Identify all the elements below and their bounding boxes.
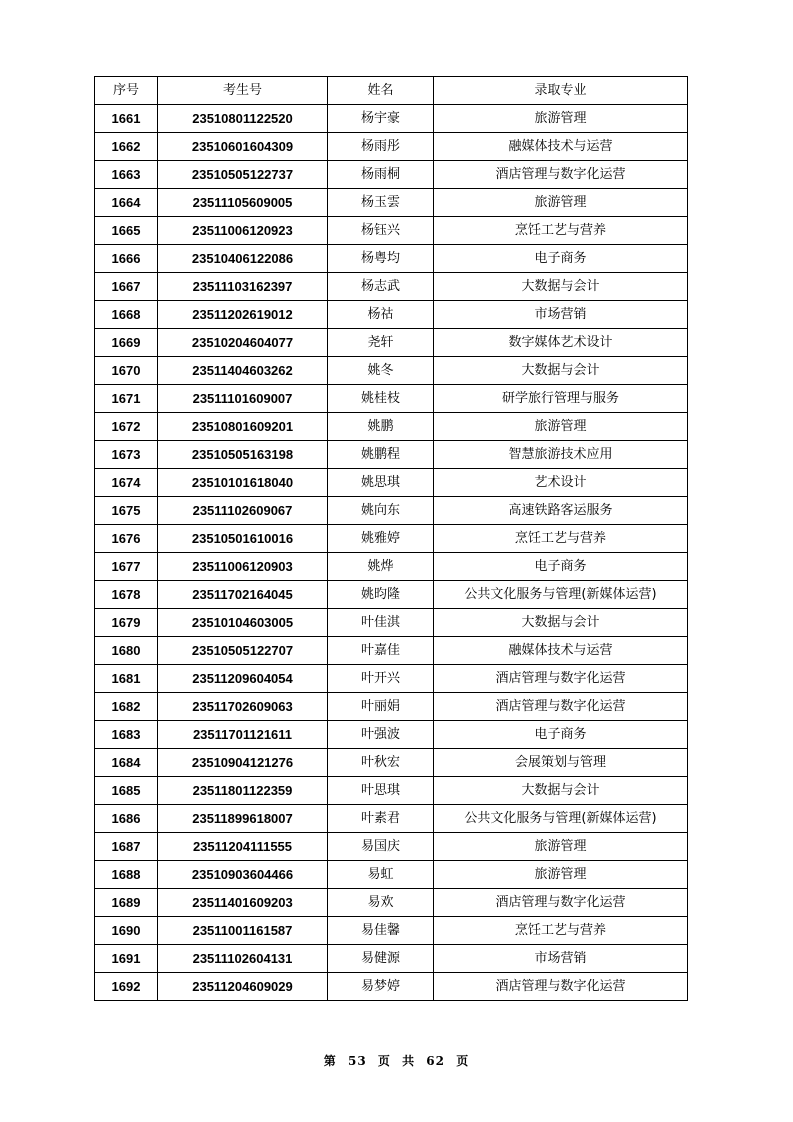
cell-exam-number: 23510101618040 (158, 469, 328, 497)
cell-major: 电子商务 (434, 721, 688, 749)
cell-major: 市场营销 (434, 301, 688, 329)
cell-name: 姚冬 (328, 357, 434, 385)
cell-serial: 1689 (95, 889, 158, 917)
cell-name: 姚思琪 (328, 469, 434, 497)
cell-exam-number: 23511204111555 (158, 833, 328, 861)
cell-major: 市场营销 (434, 945, 688, 973)
cell-exam-number: 23510406122086 (158, 245, 328, 273)
table-row (95, 245, 688, 273)
cell-major: 旅游管理 (434, 833, 688, 861)
cell-serial: 1691 (95, 945, 158, 973)
table-row (95, 217, 688, 245)
cell-exam-number: 23510801122520 (158, 105, 328, 133)
cell-name: 姚鹏程 (328, 441, 434, 469)
cell-name: 叶素君 (328, 805, 434, 833)
table-row (95, 525, 688, 553)
header-exam-number: 考生号 (158, 77, 328, 105)
cell-name: 叶秋宏 (328, 749, 434, 777)
table-row (95, 749, 688, 777)
table-row (95, 833, 688, 861)
cell-name: 杨志武 (328, 273, 434, 301)
cell-name: 姚烨 (328, 553, 434, 581)
cell-serial: 1687 (95, 833, 158, 861)
cell-name: 易佳馨 (328, 917, 434, 945)
table-row (95, 469, 688, 497)
cell-exam-number: 23510601604309 (158, 133, 328, 161)
cell-serial: 1679 (95, 609, 158, 637)
table-row (95, 273, 688, 301)
cell-exam-number: 23511001161587 (158, 917, 328, 945)
cell-name: 杨玉雲 (328, 189, 434, 217)
cell-exam-number: 23511105609005 (158, 189, 328, 217)
cell-exam-number: 23510204604077 (158, 329, 328, 357)
cell-serial: 1673 (95, 441, 158, 469)
cell-major: 酒店管理与数字化运营 (434, 889, 688, 917)
cell-name: 叶嘉佳 (328, 637, 434, 665)
table-row (95, 665, 688, 693)
cell-exam-number: 23510505122737 (158, 161, 328, 189)
cell-exam-number: 23511209604054 (158, 665, 328, 693)
cell-serial: 1685 (95, 777, 158, 805)
cell-serial: 1683 (95, 721, 158, 749)
cell-name: 姚向东 (328, 497, 434, 525)
cell-exam-number: 23511702164045 (158, 581, 328, 609)
page-footer (0, 1052, 793, 1069)
cell-major: 旅游管理 (434, 413, 688, 441)
footer-suffix: 页 (456, 1054, 470, 1068)
cell-major: 数字媒体艺术设计 (434, 329, 688, 357)
cell-serial: 1675 (95, 497, 158, 525)
cell-serial: 1682 (95, 693, 158, 721)
cell-name: 叶强波 (328, 721, 434, 749)
cell-name: 姚昀隆 (328, 581, 434, 609)
cell-major: 酒店管理与数字化运营 (434, 665, 688, 693)
cell-exam-number: 23511701121611 (158, 721, 328, 749)
cell-exam-number: 23511801122359 (158, 777, 328, 805)
table-row (95, 301, 688, 329)
cell-major: 酒店管理与数字化运营 (434, 973, 688, 1001)
cell-exam-number: 23510801609201 (158, 413, 328, 441)
cell-name: 杨宇豪 (328, 105, 434, 133)
table-row (95, 441, 688, 469)
cell-major: 旅游管理 (434, 189, 688, 217)
cell-major: 大数据与会计 (434, 273, 688, 301)
header-name: 姓名 (328, 77, 434, 105)
cell-serial: 1669 (95, 329, 158, 357)
cell-major: 大数据与会计 (434, 609, 688, 637)
cell-major: 酒店管理与数字化运营 (434, 161, 688, 189)
cell-major: 电子商务 (434, 245, 688, 273)
cell-serial: 1686 (95, 805, 158, 833)
cell-name: 叶开兴 (328, 665, 434, 693)
table-row (95, 917, 688, 945)
cell-exam-number: 23511006120903 (158, 553, 328, 581)
cell-exam-number: 23511204609029 (158, 973, 328, 1001)
table-row (95, 973, 688, 1001)
cell-major: 艺术设计 (434, 469, 688, 497)
footer-total-pages: 62 (426, 1054, 445, 1068)
footer-prefix: 第 (323, 1054, 337, 1068)
cell-exam-number: 23511101609007 (158, 385, 328, 413)
cell-serial: 1662 (95, 133, 158, 161)
cell-name: 尧轩 (328, 329, 434, 357)
table-row (95, 357, 688, 385)
cell-exam-number: 23511102609067 (158, 497, 328, 525)
cell-serial: 1667 (95, 273, 158, 301)
cell-name: 杨祜 (328, 301, 434, 329)
cell-major: 研学旅行管理与服务 (434, 385, 688, 413)
cell-exam-number: 23510904121276 (158, 749, 328, 777)
footer-page-number: 53 (348, 1054, 367, 1068)
cell-exam-number: 23511202619012 (158, 301, 328, 329)
table-row (95, 693, 688, 721)
cell-major: 公共文化服务与管理(新媒体运营) (434, 805, 688, 833)
table-row (95, 805, 688, 833)
cell-name: 叶思琪 (328, 777, 434, 805)
cell-exam-number: 23511702609063 (158, 693, 328, 721)
cell-exam-number: 23510104603005 (158, 609, 328, 637)
cell-exam-number: 23511103162397 (158, 273, 328, 301)
table-row (95, 497, 688, 525)
table-row (95, 161, 688, 189)
cell-major: 高速铁路客运服务 (434, 497, 688, 525)
header-major: 录取专业 (434, 77, 688, 105)
table-body (95, 105, 688, 1001)
cell-name: 易健源 (328, 945, 434, 973)
cell-serial: 1688 (95, 861, 158, 889)
table-row (95, 413, 688, 441)
header-serial: 序号 (95, 77, 158, 105)
table-row (95, 581, 688, 609)
cell-name: 姚雅婷 (328, 525, 434, 553)
cell-serial: 1665 (95, 217, 158, 245)
cell-major: 融媒体技术与运营 (434, 637, 688, 665)
cell-major: 烹饪工艺与营养 (434, 525, 688, 553)
cell-serial: 1681 (95, 665, 158, 693)
cell-name: 易虹 (328, 861, 434, 889)
cell-serial: 1674 (95, 469, 158, 497)
cell-serial: 1680 (95, 637, 158, 665)
cell-major: 公共文化服务与管理(新媒体运营) (434, 581, 688, 609)
cell-major: 旅游管理 (434, 861, 688, 889)
cell-name: 杨雨彤 (328, 133, 434, 161)
cell-exam-number: 23510501610016 (158, 525, 328, 553)
cell-exam-number: 23511899618007 (158, 805, 328, 833)
cell-serial: 1677 (95, 553, 158, 581)
footer-total-word: 共 (402, 1054, 416, 1068)
cell-serial: 1670 (95, 357, 158, 385)
cell-major: 会展策划与管理 (434, 749, 688, 777)
cell-name: 易梦婷 (328, 973, 434, 1001)
cell-major: 烹饪工艺与营养 (434, 917, 688, 945)
cell-serial: 1671 (95, 385, 158, 413)
cell-serial: 1668 (95, 301, 158, 329)
cell-exam-number: 23511401609203 (158, 889, 328, 917)
cell-name: 杨雨桐 (328, 161, 434, 189)
table-row (95, 609, 688, 637)
cell-exam-number: 23510505122707 (158, 637, 328, 665)
cell-exam-number: 23511404603262 (158, 357, 328, 385)
table-row (95, 777, 688, 805)
cell-serial: 1678 (95, 581, 158, 609)
cell-name: 姚鹏 (328, 413, 434, 441)
table-header-row (95, 77, 688, 105)
table-row (95, 385, 688, 413)
cell-major: 融媒体技术与运营 (434, 133, 688, 161)
cell-serial: 1663 (95, 161, 158, 189)
cell-name: 易欢 (328, 889, 434, 917)
footer-page-word: 页 (377, 1054, 391, 1068)
cell-major: 大数据与会计 (434, 777, 688, 805)
table-row (95, 189, 688, 217)
table-row (95, 329, 688, 357)
cell-major: 电子商务 (434, 553, 688, 581)
cell-serial: 1690 (95, 917, 158, 945)
cell-name: 杨钰兴 (328, 217, 434, 245)
cell-exam-number: 23511102604131 (158, 945, 328, 973)
cell-major: 酒店管理与数字化运营 (434, 693, 688, 721)
cell-major: 大数据与会计 (434, 357, 688, 385)
table-row (95, 945, 688, 973)
cell-serial: 1684 (95, 749, 158, 777)
cell-major: 旅游管理 (434, 105, 688, 133)
admission-table-container (94, 76, 687, 1001)
cell-serial: 1676 (95, 525, 158, 553)
table-row (95, 637, 688, 665)
table-row (95, 133, 688, 161)
cell-exam-number: 23510903604466 (158, 861, 328, 889)
cell-name: 叶丽娟 (328, 693, 434, 721)
cell-major: 智慧旅游技术应用 (434, 441, 688, 469)
cell-exam-number: 23511006120923 (158, 217, 328, 245)
cell-serial: 1666 (95, 245, 158, 273)
table-row (95, 553, 688, 581)
table-row (95, 889, 688, 917)
cell-name: 杨粤均 (328, 245, 434, 273)
cell-serial: 1664 (95, 189, 158, 217)
cell-name: 姚桂枝 (328, 385, 434, 413)
table-row (95, 861, 688, 889)
cell-serial: 1661 (95, 105, 158, 133)
cell-serial: 1692 (95, 973, 158, 1001)
cell-major: 烹饪工艺与营养 (434, 217, 688, 245)
admission-table (94, 76, 688, 1001)
cell-serial: 1672 (95, 413, 158, 441)
cell-name: 易国庆 (328, 833, 434, 861)
cell-exam-number: 23510505163198 (158, 441, 328, 469)
table-row (95, 721, 688, 749)
cell-name: 叶佳淇 (328, 609, 434, 637)
table-row (95, 105, 688, 133)
